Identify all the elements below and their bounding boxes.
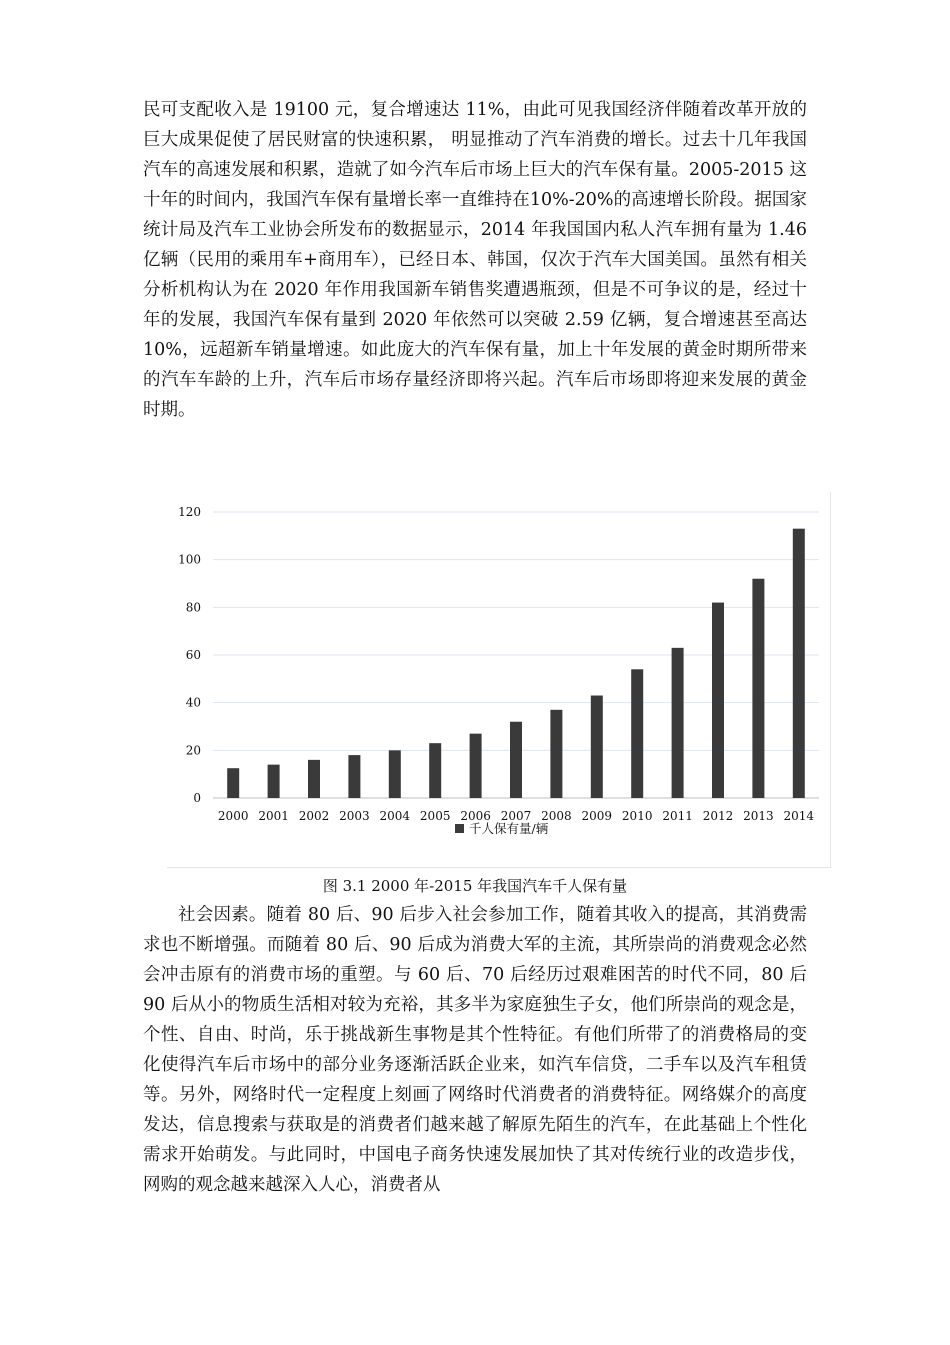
bar-2001 xyxy=(268,765,280,798)
x-tick-label-2006: 2006 xyxy=(460,809,491,823)
bar-2002 xyxy=(308,760,320,798)
bar-2014 xyxy=(793,529,805,798)
y-tick-label-100: 100 xyxy=(178,552,201,567)
x-tick-label-2005: 2005 xyxy=(419,809,451,823)
x-tick-label-2011: 2011 xyxy=(662,809,693,823)
bar-chart xyxy=(167,492,831,868)
figure-caption: 图 3.1 2000 年-2015 年我国汽车千人保有量 xyxy=(322,877,628,895)
y-tick-label-0: 0 xyxy=(193,791,201,805)
x-tick-label-2003: 2003 xyxy=(339,809,370,823)
bar-2011 xyxy=(672,648,684,798)
x-tick-label-2001: 2001 xyxy=(258,809,289,823)
x-tick-label-2002: 2002 xyxy=(298,809,330,823)
y-tick-label-80: 80 xyxy=(185,600,201,615)
bar-2012 xyxy=(712,603,724,798)
bar-2005 xyxy=(429,743,441,798)
x-tick-label-2007: 2007 xyxy=(500,809,532,823)
x-tick-label-2008: 2008 xyxy=(541,809,572,823)
bar-2003 xyxy=(348,755,360,798)
x-tick-label-2012: 2012 xyxy=(702,809,734,823)
y-tick-label-120: 120 xyxy=(178,505,201,519)
bar-2009 xyxy=(591,696,603,798)
bar-2007 xyxy=(510,722,522,798)
x-tick-label-2013: 2013 xyxy=(743,809,774,823)
body-paragraph-1: 民可支配收入是 19100 元，复合增速达 11%，由此可见我国经济伴随着改革开放的巨大成果促使了居民财富的快速积累， 明显推动了汽车消费的增长。过去十几年我国汽车的高速发展和积累，造就了如今汽车后市场上巨大的汽车保有量。2005-2015 这十年的时间内，我国汽车保有量增长率一直维持在10%-20%的高速增长阶段。据国家统计局及汽车工业协会所发布的数据显示，2014 年我国国内私人汽车拥有量为 1.46 亿辆（民用的乘用车+商用车），已经日本、韩国，仅次于汽车大国美国。虽然有相关分析机构认为在 2020 年作用我国新车销售奖遭遇瓶颈，但是不可争议的是，经过十年的发展，我国汽车保有量到 2020 年依然可以突破 2.59 亿辆，复合增速甚至高达 10%，远超新车销量增速。如此庞大的汽车保有量，加上十年发展的黄金时期所带来的汽车车龄的上升，汽车后市场存量经济即将兴起。汽车后市场即将迎来发展的黄金时期。 xyxy=(143,100,807,420)
bar-chart-svg xyxy=(167,492,829,866)
bar-2004 xyxy=(389,750,401,798)
bar-2006 xyxy=(470,734,482,798)
bar-2000 xyxy=(227,768,239,798)
legend-swatch xyxy=(455,824,464,833)
bar-2010 xyxy=(631,669,643,798)
bar-2008 xyxy=(550,710,562,798)
body-paragraph-2: 社会因素。随着 80 后、90 后步入社会参加工作，随着其收入的提高，其消费需求也不断增强。而随着 80 后、90 后成为消费大军的主流，其所崇尚的消费观念必然会冲击原有的消费市场的重塑。与 60 后、70 后经历过艰难困苦的时代不同，80 后 90 后从小的物质生活相对较为充裕，其多半为家庭独生子女，他们所崇尚的观念是，个性、自由、时尚，乐于挑战新生事物是其个性特征。有他们所带了的消费格局的变化使得汽车后市场中的部分业务逐渐活跃企业来，如汽车信贷，二手车以及汽车租赁等。另外，网络时代一定程度上刻画了网络时代消费者的消费特征。网络媒介的高度发达，信息搜索与获取是的消费者们越来越了解原先陌生的汽车，在此基础上个性化需求开始萌发。与此同时，中国电子商务快速发展加快了其对传统行业的改造步伐，网购的观念越来越深入人心，消费者从 xyxy=(143,905,807,1195)
y-tick-label-20: 20 xyxy=(185,743,201,758)
y-tick-label-40: 40 xyxy=(185,695,201,710)
x-tick-label-2009: 2009 xyxy=(581,809,613,823)
y-tick-label-60: 60 xyxy=(185,648,201,662)
x-tick-label-2014: 2014 xyxy=(783,809,815,823)
x-tick-label-2000: 2000 xyxy=(217,809,249,823)
bar-2013 xyxy=(752,579,764,798)
x-tick-label-2010: 2010 xyxy=(621,809,653,823)
x-tick-label-2004: 2004 xyxy=(379,809,411,823)
legend-label: 千人保有量/辆 xyxy=(469,821,549,836)
